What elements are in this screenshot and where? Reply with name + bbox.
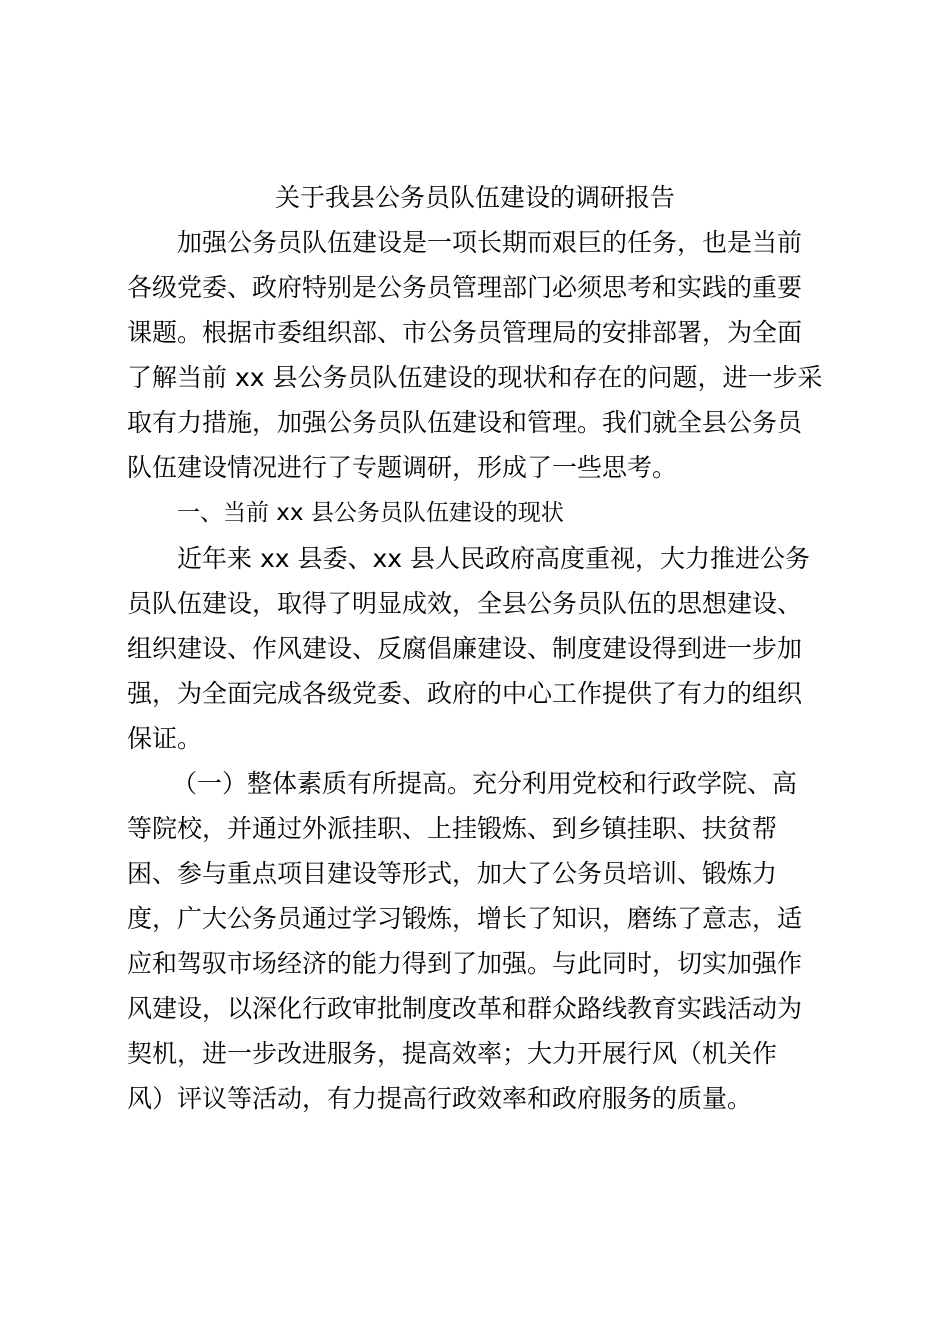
paragraph-1-line-4: 了解当前 xx 县公务员队伍建设的现状和存在的问题，进一步采	[127, 363, 823, 392]
paragraph-3-line-3: 困、参与重点项目建设等形式，加大了公务员培训、锻炼力	[127, 859, 778, 888]
paragraph-3-line-2: 等院校，并通过外派挂职、上挂锻炼、到乡镇挂职、扶贫帮	[127, 814, 778, 843]
paragraph-2-line-3: 组织建设、作风建设、反腐倡廉建设、制度建设得到进一步加	[127, 634, 803, 663]
paragraph-1-line-6: 队伍建设情况进行了专题调研，形成了一些思考。	[127, 453, 678, 482]
paragraph-2-line-2: 员队伍建设，取得了明显成效，全县公务员队伍的思想建设、	[127, 589, 803, 618]
paragraph-2-line-1: 近年来 xx 县委、xx 县人民政府高度重视，大力推进公务	[177, 544, 811, 573]
paragraph-3-line-8: 风）评议等活动，有力提高行政效率和政府服务的质量。	[127, 1084, 753, 1113]
paragraph-1-line-3: 课题。根据市委组织部、市公务员管理局的安排部署，为全面	[127, 318, 803, 347]
paragraph-3-line-4: 度，广大公务员通过学习锻炼，增长了知识，磨练了意志，适	[127, 904, 803, 933]
paragraph-1-line-1: 加强公务员队伍建设是一项长期而艰巨的任务，也是当前	[177, 228, 803, 257]
section-heading: 一、当前 xx 县公务员队伍建设的现状	[177, 500, 564, 526]
document-title: 关于我县公务员队伍建设的调研报告	[274, 183, 675, 212]
paragraph-3-line-7: 契机，进一步改进服务，提高效率；大力开展行风（机关作	[127, 1039, 778, 1068]
paragraph-1-line-5: 取有力措施，加强公务员队伍建设和管理。我们就全县公务员	[127, 408, 803, 437]
paragraph-1-line-2: 各级党委、政府特别是公务员管理部门必须思考和实践的重要	[127, 273, 803, 302]
paragraph-3-line-1: （一）整体素质有所提高。充分利用党校和行政学院、高	[172, 769, 798, 798]
paragraph-2-line-4: 强，为全面完成各级党委、政府的中心工作提供了有力的组织	[127, 679, 803, 708]
paragraph-3-line-6: 风建设，以深化行政审批制度改革和群众路线教育实践活动为	[127, 994, 803, 1023]
paragraph-2-line-5: 保证。	[127, 724, 203, 753]
paragraph-3-line-5: 应和驾驭市场经济的能力得到了加强。与此同时，切实加强作	[127, 949, 803, 978]
